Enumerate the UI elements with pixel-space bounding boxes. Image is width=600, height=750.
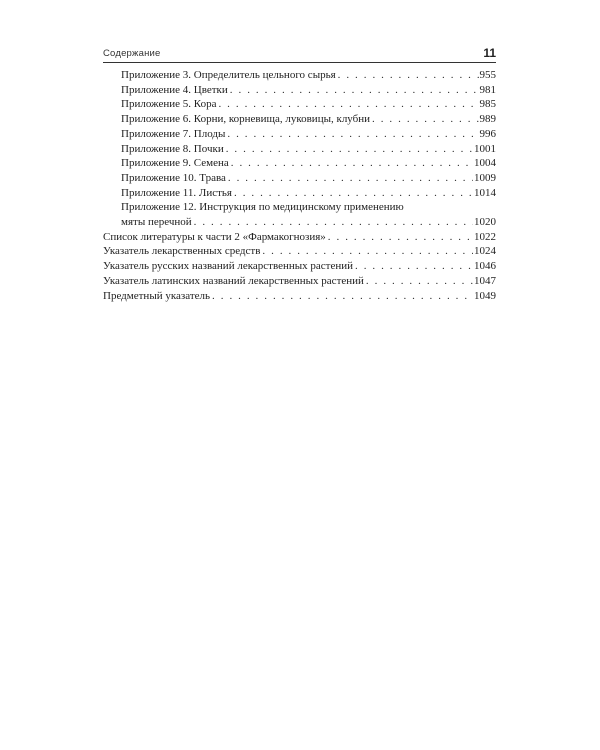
table-of-contents [103,68,496,303]
toc-entry-page: 1024 [474,245,496,258]
running-header [103,40,496,63]
toc-entry-title: Указатель лекарственных средств [103,245,261,258]
toc-entry-title: Приложение 9. Семена [121,157,229,170]
toc-entry-page: 1004 [474,157,496,170]
toc-leader-dots [212,289,473,304]
toc-entry-bibliography-part-2[interactable] [103,230,496,245]
toc-entry-title: Указатель латинских названий лекарственных растений [103,274,364,287]
toc-entry-title: Приложение 8. Почки [121,142,224,155]
toc-leader-dots [194,215,473,230]
toc-leader-dots [262,244,473,259]
toc-entry-appendix-11[interactable] [103,186,496,201]
toc-entry-drug-index[interactable] [103,244,496,259]
toc-entry-page: 1009 [474,171,496,184]
toc-leader-dots [234,186,473,201]
toc-entry-page: 989 [479,113,496,126]
toc-entry-title: Предметный указатель [103,289,211,302]
toc-entry-title: Приложение 11. Листья [121,186,232,199]
toc-entry-title: Приложение 10. Трава [121,171,226,184]
toc-entry-title: Указатель русских названий лекарственных растений [103,260,353,273]
running-header-title: Содержание [103,48,161,59]
toc-entry-page: 1020 [474,216,496,229]
page-number: 11 [483,46,496,60]
toc-entry-appendix-6[interactable] [103,112,496,127]
toc-leader-dots [218,97,478,112]
toc-entry-appendix-5[interactable] [103,97,496,112]
toc-entry-title: мяты перечной [121,216,192,229]
toc-leader-dots [366,274,473,289]
toc-entry-title: Список литературы к части 2 «Фармакогнозия» [103,230,326,243]
toc-entry-appendix-9[interactable] [103,156,496,171]
toc-entry-title-line1: Приложение 12. Инструкция по медицинскому применению [121,201,404,214]
toc-entry-page: 996 [479,127,496,140]
toc-entry-title: Приложение 6. Корни, корневища, луковицы, клубни [121,113,371,126]
toc-leader-dots [355,259,473,274]
toc-entry-appendix-4[interactable] [103,83,496,98]
toc-entry-appendix-10[interactable] [103,171,496,186]
toc-entry-page: 1049 [474,289,496,302]
toc-entry-page: 1047 [474,274,496,287]
toc-leader-dots [338,68,479,83]
toc-entry-title: Приложение 4. Цветки [121,83,228,96]
toc-entry-title: Приложение 7. Плоды [121,127,226,140]
toc-entry-page: 1014 [474,186,496,199]
toc-entry-appendix-8[interactable] [103,142,496,157]
toc-entry-subject-index[interactable] [103,289,496,304]
toc-entry-page: 985 [479,98,496,111]
toc-leader-dots [228,171,473,186]
toc-leader-dots [372,112,478,127]
toc-entry-appendix-3[interactable] [103,68,496,83]
toc-entry-appendix-12[interactable] [103,200,496,229]
toc-entry-title: Приложение 3. Определитель цельного сырья [121,69,336,81]
toc-leader-dots [226,142,473,157]
toc-entry-page: 955 [479,69,496,81]
toc-entry-page: 1022 [474,230,496,243]
toc-leader-dots [230,83,479,98]
toc-entry-page: 1046 [474,260,496,273]
toc-leader-dots [227,127,478,142]
toc-leader-dots [231,156,473,171]
toc-entry-page: 981 [479,83,496,96]
toc-entry-title: Приложение 5. Кора [121,98,217,111]
toc-leader-dots [328,230,473,245]
toc-entry-latin-plant-names-index[interactable] [103,274,496,289]
toc-entry-page: 1001 [474,142,496,155]
toc-entry-appendix-7[interactable] [103,127,496,142]
toc-entry-russian-plant-names-index[interactable] [103,259,496,274]
